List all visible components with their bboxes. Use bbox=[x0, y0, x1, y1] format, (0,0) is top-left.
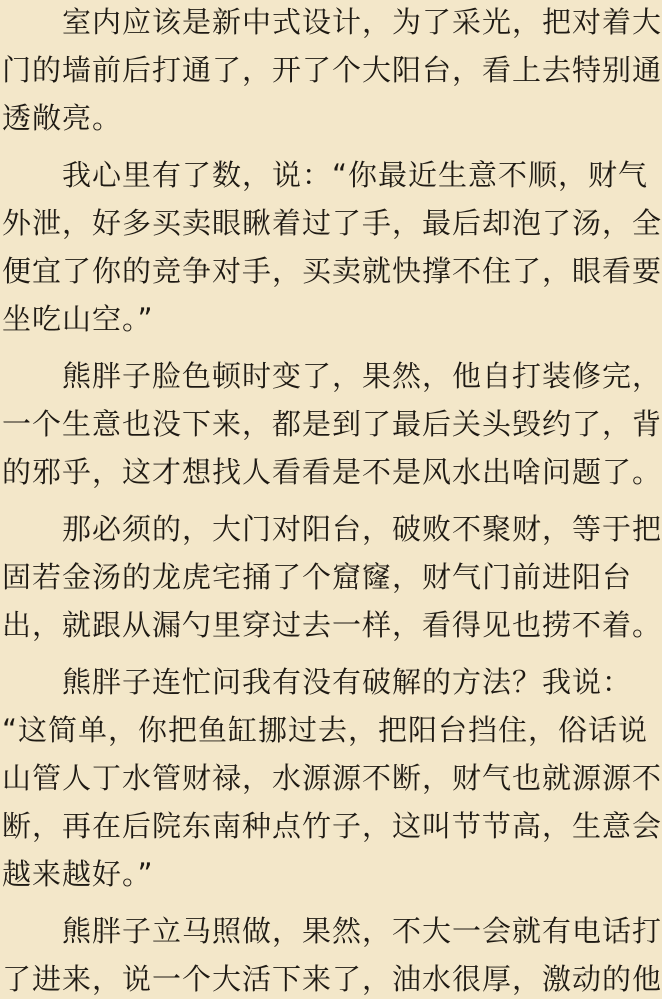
text-line: 出，就跟从漏勺里穿过去一样，看得见也捞不着。 bbox=[2, 608, 662, 642]
text-line: 固若金汤的龙虎宅捅了个窟窿，财气门前进阳台 bbox=[2, 560, 633, 594]
text-line: 的邪乎，这才想找人看看是不是风水出啥问题了。 bbox=[2, 455, 662, 489]
text-line: 了进来，说一个大活下来了，油水很厚，激动的他 bbox=[2, 962, 662, 996]
text-line: 门的墙前后打通了，开了个大阳台，看上去特别通 bbox=[2, 53, 662, 87]
text-line: 那必须的，大门对阳台，破败不聚财，等于把 bbox=[62, 512, 662, 546]
text-line: 山管人丁水管财禄，水源源不断，财气也就源源不 bbox=[2, 761, 662, 795]
text-line: 熊胖子连忙问我有没有破解的方法？我说： bbox=[62, 665, 633, 699]
text-line: “这简单，你把鱼缸挪过去，把阳台挡住，俗话说 bbox=[2, 713, 649, 747]
text-line: 熊胖子立马照做，果然，不大一会就有电话打 bbox=[62, 914, 662, 948]
text-line: 坐吃山空。” bbox=[2, 302, 154, 336]
text-line: 外泄，好多买卖眼瞅着过了手，最后却泡了汤，全 bbox=[2, 206, 662, 240]
text-line: 一个生意也没下来，都是到了最后关头毁约了，背 bbox=[2, 407, 662, 441]
text-line: 透敞亮。 bbox=[2, 101, 123, 135]
text-line: 熊胖子脸色顿时变了，果然，他自打装修完， bbox=[62, 359, 662, 393]
text-line: 便宜了你的竞争对手，买卖就快撑不住了，眼看要 bbox=[2, 254, 662, 288]
text-line: 断，再在后院东南种点竹子，这叫节节高，生意会 bbox=[2, 809, 662, 843]
text-line: 越来越好。” bbox=[2, 857, 154, 891]
text-line: 我心里有了数，说：“你最近生意不顺，财气 bbox=[62, 158, 649, 192]
text-line: 室内应该是新中式设计，为了采光，把对着大 bbox=[62, 5, 662, 39]
